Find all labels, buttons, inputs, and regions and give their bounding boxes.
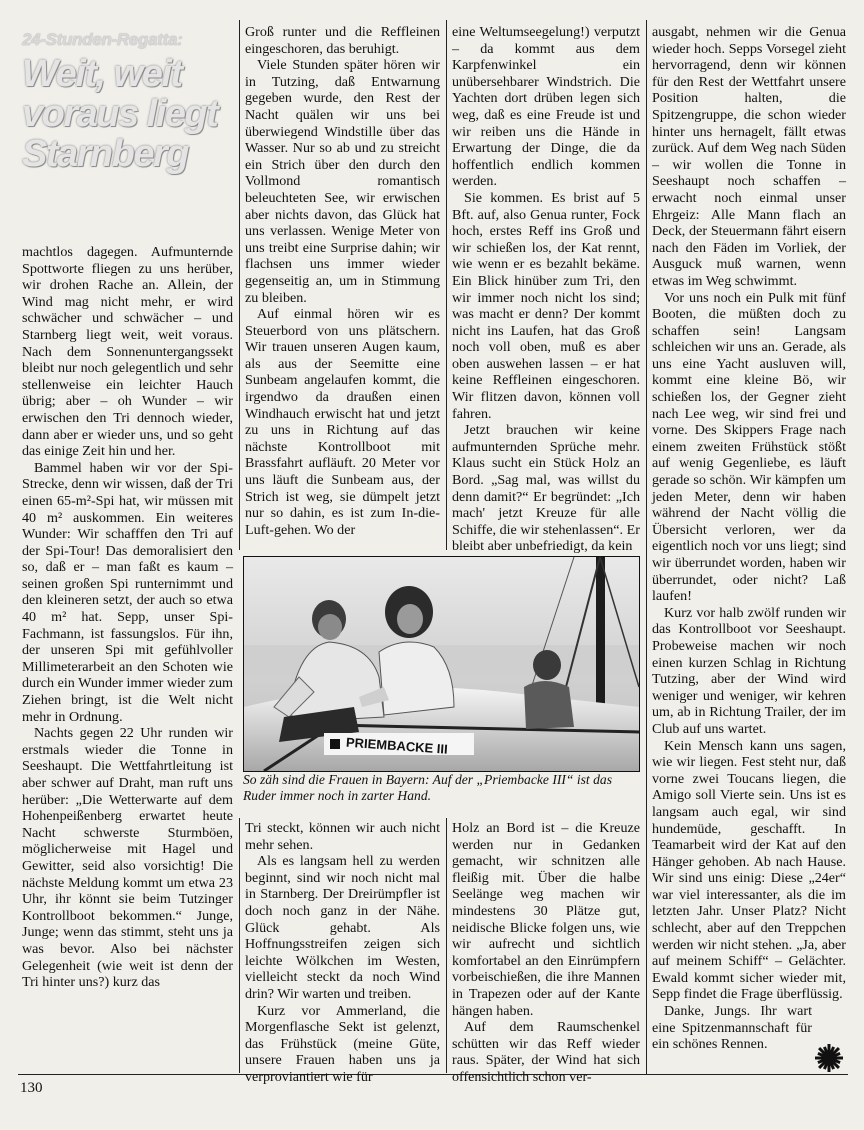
page-number: 130	[20, 1080, 43, 1096]
article-paragraph: eine Weltumseegelung!) verputzt – da kommt aus dem Karpfenwinkel ein unübersehbarer Windstrich. Die Yachten dort drüben legen sich weg, daß es eine Freude ist und wir reiben uns die Hände in Erwartung der Dinge, die da hoffentlich endlich kommen werden.	[452, 24, 640, 190]
article-paragraph: Bammel haben wir vor der Spi-Strecke, denn wir wissen, daß der Tri einen 65-m²-Spi hat, wir müssen mit 40 m² auskommen. Ein weiteres Wunder: Wir schafffen den Tri auf der Spi-Tour! Das demoralisiert den so, daß er – man faßt es kaum – seinen großen Spi runternimmt und den kleineren setzt, der auch so etwa 40 m² hat. Sepp, unser Spi-Fachmann, ist fassungslos. Für ihn, der unseren Spi mit gefühlvoller Millimeterarbeit an den Schoten wie durch ein Wunder immer wieder zum Ziehen bringt, ist die Welt nicht mehr in Ordnung.	[22, 459, 233, 725]
article-paragraph: Auf einmal hören wir es Steuerbord von uns plätschern. Wir trauen unseren Augen kaum, als aus der Seemitte eine Sunbeam angelaufen kommt, die irgendwo da draußen einen Windhauch erwischt hat und jetzt zu uns in Richtung auf das nächste Kontrollboot mit Brassfahrt aufläuft. 20 Meter vor uns läuft die Sunbeam aus, der Strich ist weg, sie dümpelt jetzt nur so dahin, es ist zum In-die-Luft-gehen. Wo der	[245, 306, 440, 538]
article-paragraph: Kurz vor halb zwölf runden wir das Kontrollboot vor Seeshaupt. Probeweise machen wir noch einen kurzen Schlag in Richtung Tutzing, aber der Wind wird weniger und weniger, wir kehren um, ab in Richtung Trailer, der im Club auf uns wartet.	[652, 604, 846, 737]
article-paragraph: Nachts gegen 22 Uhr runden wir erstmals wieder die Tonne in Seeshaupt. Die Wettfahrtleitung ist aber schwer auf Draht, man ruft uns herüber: „Die Wetterwarte auf dem Hohenpeißenberg erwartet heute Nacht schwerste Sturmböen, möglicherweise mit Hagel und Gewitter, seid also vorsichtig! Die nächste Meldung kommt um etwa 23 Uhr, ihr könnt sie beim Tutzinger Kontrollboot bekommen.“ Junge, Junge; wenn das stimmt, steht uns ja was bevor. Also bei nächster Gelegenheit (wie weit ist denn der Tri hinter uns?) kurz das	[22, 725, 233, 991]
article-paragraph: Holz an Bord ist – die Kreuze werden nur in Gedanken gemacht, wir schnitzen alle fleißig mit. Über die halbe Seelänge weg machen wir mindestens 30 Plätze gut, neidische Blicke folgen uns, wie wir aufrecht und sichtlich komfortabel an den Einrümpfern vorbeischießen, die ihre Mannen in Trapezen oder auf der Kante hängen haben.	[452, 820, 640, 1019]
article-paragraph: Vor uns noch ein Pulk mit fünf Booten, die müßten doch zu schaffen sein! Langsam schleichen wir uns an. Gerade, als uns eine Yacht ausluven will, kommt eine kleine Bö, wir schießen los, der Gegner zieht nach Lee weg, wir sind frei und vorne. Des Skippers Frage nach einem zweiten Frühstück stößt auf wenig Gegenliebe, es läuft gerade so schön. Wir kämpfen um jeden Meter, denn wir haben während der Nacht völlig die Übersicht verloren, wer da eigentlich noch vor uns liegt; sind wir überrundet worden, haben wir überrundet, oder nicht? Laß laufen!	[652, 289, 846, 605]
photo-caption: So zäh sind die Frauen in Bayern: Auf der „Priembacke III“ ist das Ruder immer noch in zarter Hand.	[243, 772, 612, 803]
article-paragraph: Sie kommen. Es brist auf 5 Bft. auf, also Genua runter, Fock hoch, erstes Reff ins Groß und wir schießen los, der Kat rennt, wie wenn er es bezahlt bekäme. Ein Blick hinüber zum Tri, den wir immer noch nicht los sind; was macht er denn? Der kommt nicht ins Laufen, hat das Groß noch voll oben, muß es aber oben auswehen lassen – er hat keine Reffleinen eingeschoren. Wir flitzen davon, können voll fahren.	[452, 189, 640, 422]
headline-title-line: Starnberg	[22, 133, 188, 175]
article-column-3-bottom	[452, 820, 640, 1085]
decorative-end-mark-icon	[814, 1043, 844, 1073]
article-column-2-top	[245, 24, 440, 549]
article-paragraph: Jetzt brauchen wir keine aufmunternden Sprüche mehr. Klaus sucht ein Stück Holz an Bord. „Sag mal, was willst du denn damit?“ Er begründet: „Ich mach' jetzt Kreuze für alle Schiffe, die wir stehenlassen“. Er bleibt aber unbefriedigt, da kein	[452, 422, 640, 555]
article-paragraph: machtlos dagegen. Aufmunternde Spottworte fliegen zu uns herüber, wir drohen Rache an. Allein, der Wind mag nicht mehr, er wird schwächer und schwächer – und Starnberg liegt weit, weit voraus. Nach dem Sonnenuntergangssekt bleibt nur noch gelegentlich und sehr stellenweise ein leichter Hauch übrig; aber – oh Wunder – wir erwischen den Tri dennoch wieder, dann aber er wieder uns, und so geht das einige Zeit hin und her.	[22, 244, 233, 460]
headline-title	[22, 54, 232, 174]
article-paragraph: Als es langsam hell zu werden beginnt, sind wir noch nicht mal in Starnberg. Der Dreirümpfler ist doch noch ganz in der Nähe. Glück gehabt. Als Hoffnungsstreifen zeigen sich leichte Wölkchen im Westen, vielleicht steckt da noch Wind drin? Wir warten und treiben.	[245, 853, 440, 1002]
column-divider	[446, 818, 447, 1073]
article-paragraph: Auf dem Raumschenkel schütten wir das Reff wieder raus. Später, der Wind hat sich offensichtlich schon ver-	[452, 1019, 640, 1085]
column-divider	[239, 818, 240, 1073]
article-paragraph: Danke, Jungs. Ihr wart eine Spitzenmannschaft für ein schönes Rennen.	[652, 1003, 812, 1053]
boat-name-label: PRIEMBACKE III	[345, 734, 449, 757]
headline-title-line: voraus liegt	[22, 93, 218, 135]
column-divider	[446, 20, 447, 550]
article-column-4	[652, 24, 846, 1074]
article-paragraph: Kein Mensch kann uns sagen, wie wir liegen. Fest steht nur, daß vorne zwei Toucans liegen, die Amigo soll Vierte sein. Uns ist es langsam auch egal, wir sind hundemüde, geschafft. In Teamarbeit wird der Kat auf den Hänger gehoben. Ab nach Hause. Wir sind uns einig: Diese „24er“ war viel interessanter, als die im letzten Jahr. Unser Platz? Nicht schlecht, aber auf den Treppchen werden wir nicht stehen. „Ja, aber auf meinem Schiff“ – Gelächter. Ewald kommt sicher wieder mit, Sepp findet die Frage überflüssig.	[652, 737, 846, 1003]
headline-title-line: Weit, weit	[22, 53, 182, 95]
article-paragraph: Kurz vor Ammerland, die Morgenflasche Sekt ist gelenzt, das Frühstück (meine Güte, unsere Frauen haben uns ja verproviantiert wie für	[245, 1002, 440, 1085]
article-paragraph: Groß runter und die Reffleinen eingeschoren, das beruhigt.	[245, 24, 440, 57]
article-column-3-top	[452, 24, 640, 555]
article-column-1	[22, 244, 233, 1072]
sailing-photo	[243, 556, 640, 772]
article-paragraph: Tri steckt, können wir auch nicht mehr sehen.	[245, 820, 440, 853]
article-paragraph: Viele Stunden später hören wir in Tutzing, daß Entwarnung gegeben wurde, den Rest der Nacht quälen wir uns bei überwiegend Windstille über das Wasser. Nur so ab und zu streicht ein Strich über den durch den Vollmond romantisch beleuchteten See, wir erwischen aber nichts davon, das Glück hat uns verlassen. Wenige Meter von uns treibt eine Surprise dahin; wir flachsen uns immer wieder gegenseitig an, um in Stimmung zu bleiben.	[245, 57, 440, 306]
column-divider	[646, 20, 647, 1075]
article-column-2-bottom	[245, 820, 440, 1085]
article-paragraph: ausgabt, nehmen wir die Genua wieder hoch. Sepps Vorsegel zieht hervorragend, denn wir können für den Rest der Wettfahrt unsere Position halten, die Spitzengruppe, die schon wieder hinter uns hernagelt, fällt etwas zurück. Auf dem Weg nach Süden – wir wollen die Tonne in Seeshaupt noch schaffen – erwacht noch einmal unser Ehrgeiz: Alle Mann flach an Deck, der Steuermann fährt eisern nach den Fäden im Vorliek, der Ausguck muß warnen, wenn etwas im Weg schwimmt.	[652, 24, 846, 289]
headline-kicker: 24-Stunden-Regatta:	[22, 30, 183, 49]
headline	[22, 30, 232, 240]
column-divider	[239, 20, 240, 550]
